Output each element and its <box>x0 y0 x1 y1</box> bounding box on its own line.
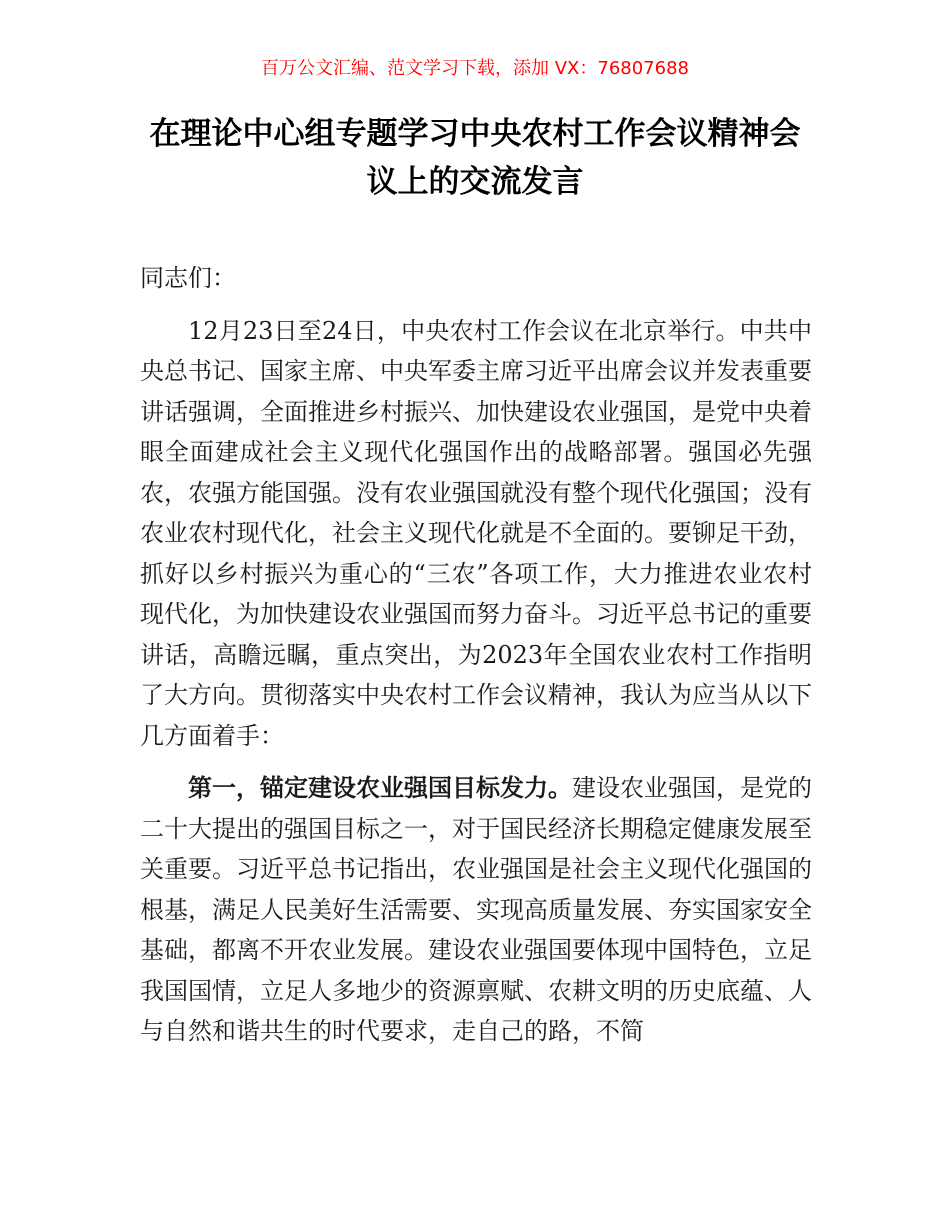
paragraph-lead-heading: 第一，锚定建设农业强国目标发力。 <box>188 774 572 802</box>
paragraph-first-point <box>140 768 812 1052</box>
document-title: 在理论中心组专题学习中央农村工作会议精神会议上的交流发言 <box>149 116 801 200</box>
paragraph-first-point-body: 建设农业强国，是党的二十大提出的强国目标之一，对于国民经济长期稳定健康发展至关重要。习近平总书记指出，农业强国是社会主义现代化强国的根基，满足人民美好生活需要、实现高质量发展、夯实国家安全基础，都离不开农业发展。建设农业强国要体现中国特色，立足我国国情，立足人多地少的资源禀赋、农耕文明的历史底蕴、人与自然和谐共生的时代要求，走自己的路，不简 <box>140 774 812 1045</box>
header-note: 百万公文汇编、范文学习下载，添加 VX：76807688 <box>261 58 689 79</box>
salutation: 同志们： <box>140 264 236 292</box>
paragraph-intro: 12月23日至24日，中央农村工作会议在北京举行。中共中央总书记、国家主席、中央军委主席习近平出席会议并发表重要讲话强调，全面推进乡村振兴、加快建设农业强国，是党中央着眼全面建成社会主义现代化强国作出的战略部署。强国必先强农，农强方能国强。没有农业强国就没有整个现代化强国；没有农业农村现代化，社会主义现代化就是不全面的。要铆足干劲，抓好以乡村振兴为重心的“三农”各项工作，大力推进农业农村现代化，为加快建设农业强国而努力奋斗。习近平总书记的重要讲话，高瞻远瞩，重点突出，为2023年全国农业农村工作指明了大方向。贯彻落实中央农村工作会议精神，我认为应当从以下几方面着手： <box>140 316 812 750</box>
document-body <box>140 258 812 1064</box>
